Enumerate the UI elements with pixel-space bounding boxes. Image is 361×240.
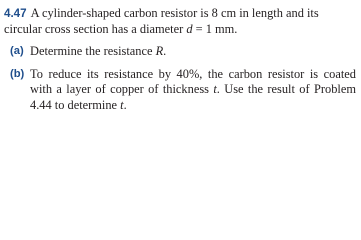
part-a-text-start: Determine the resistance <box>30 44 156 58</box>
statement-text: A cylinder-shaped carbon resistor is 8 cm in length and its circular cross section has a diameter <box>4 6 319 36</box>
part-b-text-mid: . Use the result of Problem 4.44 to determine <box>30 82 356 112</box>
variable-t-second: t <box>120 97 124 112</box>
part-b <box>4 67 356 114</box>
problem-block <box>4 6 356 113</box>
part-a <box>4 44 356 60</box>
problem-parts <box>4 44 356 113</box>
problem-number: 4.47 <box>4 7 27 20</box>
part-b-text-start: To reduce its resistance by 40%, the carbon resistor is coated with a layer of copper of thickness <box>30 66 356 96</box>
variable-d: d <box>186 21 193 36</box>
variable-r: R <box>155 44 164 58</box>
part-a-text <box>24 44 356 60</box>
variable-t: t <box>213 82 217 96</box>
part-b-label: (b) <box>10 67 25 80</box>
part-b-text-end: . <box>123 97 127 112</box>
statement-text-end: = 1 mm. <box>192 21 238 36</box>
problem-statement <box>4 6 356 37</box>
part-b-text <box>24 67 356 114</box>
part-a-text-end: . <box>163 44 167 58</box>
part-a-label: (a) <box>10 45 24 57</box>
